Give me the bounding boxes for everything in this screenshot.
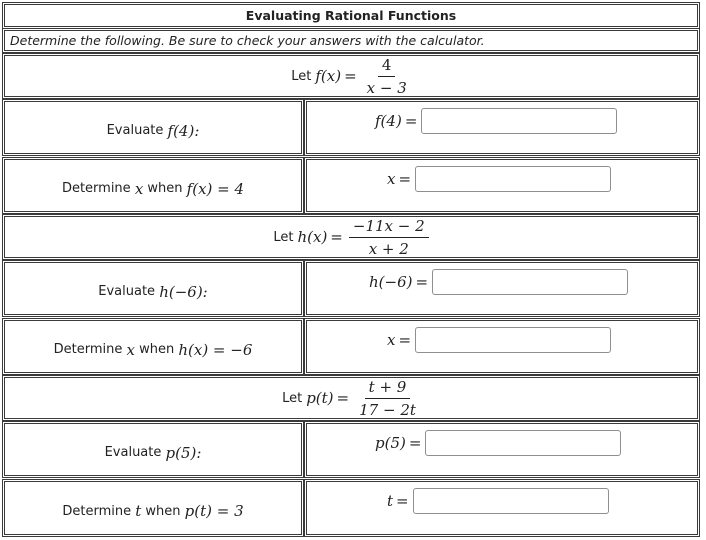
function-lhs: p(t) bbox=[306, 389, 334, 407]
answer-cell-3 bbox=[306, 262, 698, 315]
equals-sign: = bbox=[344, 67, 357, 85]
fraction bbox=[363, 56, 411, 97]
equals-sign: = bbox=[398, 331, 412, 349]
answer-input-pt3[interactable] bbox=[413, 488, 609, 514]
worksheet-title: Evaluating Rational Functions bbox=[4, 4, 698, 27]
prompt-var: x bbox=[126, 340, 135, 359]
answer-input-h-neg6[interactable] bbox=[432, 269, 628, 295]
function-lhs: h(x) bbox=[297, 228, 328, 246]
answer-input-f4[interactable] bbox=[421, 108, 617, 134]
fraction bbox=[355, 378, 420, 419]
question-prompt-3 bbox=[4, 262, 302, 315]
numerator: t + 9 bbox=[365, 378, 411, 399]
question-prompt-4 bbox=[4, 320, 302, 373]
answer-label: x bbox=[387, 170, 396, 188]
equals-sign: = bbox=[396, 492, 409, 510]
prompt-when: when bbox=[139, 342, 175, 357]
equals-sign: = bbox=[404, 112, 418, 130]
answer-input-fx4[interactable] bbox=[415, 166, 611, 192]
prompt-math: h(x) = −6 bbox=[178, 340, 253, 359]
definition-p bbox=[4, 377, 698, 419]
prompt-when: when bbox=[147, 181, 183, 196]
prompt-math: p(5): bbox=[165, 443, 202, 462]
answer-label: f(4) bbox=[375, 112, 402, 130]
function-lhs: f(x) bbox=[315, 67, 342, 85]
prompt-var: t bbox=[135, 502, 142, 520]
prompt-text: Evaluate bbox=[104, 445, 162, 460]
instructions: Determine the following. Be sure to check your answers with the calculator. bbox=[4, 30, 698, 51]
definition-h bbox=[4, 216, 698, 258]
let-label: Let bbox=[273, 229, 294, 245]
question-prompt-2 bbox=[4, 159, 302, 212]
answer-label: p(5) bbox=[375, 434, 406, 452]
prompt-text: Determine bbox=[62, 503, 132, 519]
prompt-text: Evaluate bbox=[98, 284, 156, 299]
definition-f bbox=[4, 55, 698, 97]
numerator: −11x − 2 bbox=[349, 217, 429, 238]
let-label: Let bbox=[282, 390, 303, 406]
equals-sign: = bbox=[336, 389, 350, 407]
answer-cell-5 bbox=[306, 423, 698, 476]
denominator: 17 − 2t bbox=[359, 400, 416, 419]
question-prompt-6 bbox=[4, 481, 302, 535]
prompt-math: f(x) = 4 bbox=[186, 179, 245, 198]
answer-cell-6 bbox=[306, 481, 698, 535]
prompt-math: f(4): bbox=[167, 121, 200, 140]
numerator: 4 bbox=[378, 56, 396, 77]
prompt-math: h(−6): bbox=[159, 282, 208, 301]
equals-sign: = bbox=[415, 273, 429, 291]
answer-label: t bbox=[387, 492, 394, 510]
prompt-text: Evaluate bbox=[106, 123, 164, 138]
prompt-math: p(t) = 3 bbox=[184, 502, 244, 520]
answer-cell-4 bbox=[306, 320, 698, 373]
answer-label: x bbox=[387, 331, 396, 349]
prompt-var: x bbox=[134, 179, 144, 198]
prompt-text: Determine bbox=[53, 342, 123, 357]
denominator: x − 3 bbox=[366, 78, 407, 97]
denominator: x + 2 bbox=[368, 239, 409, 258]
prompt-when: when bbox=[145, 503, 181, 519]
equals-sign: = bbox=[330, 228, 343, 246]
answer-label: h(−6) bbox=[369, 273, 413, 291]
answer-input-p5[interactable] bbox=[425, 430, 621, 456]
question-prompt-5 bbox=[4, 423, 302, 476]
prompt-text: Determine bbox=[61, 181, 131, 196]
answer-cell-2 bbox=[306, 159, 698, 212]
equals-sign: = bbox=[398, 170, 412, 188]
answer-input-hx-neg6[interactable] bbox=[415, 327, 611, 353]
question-prompt-1 bbox=[4, 101, 302, 154]
equals-sign: = bbox=[408, 434, 422, 452]
fraction bbox=[349, 217, 429, 258]
answer-cell-1 bbox=[306, 101, 698, 154]
let-label: Let bbox=[291, 68, 312, 84]
